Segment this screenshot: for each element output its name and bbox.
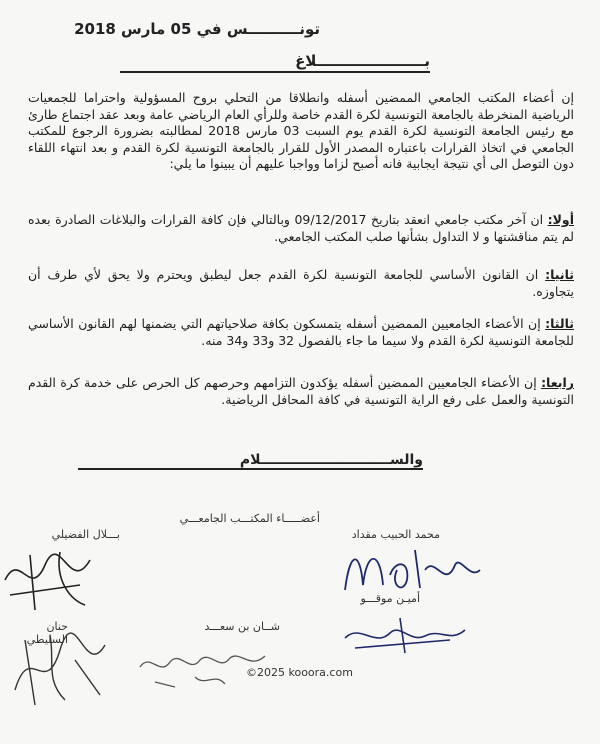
signatory-1-name: بـــلال الفضيلي: [51, 528, 120, 541]
signatory-5-name: شــان بن سعـــد: [204, 620, 280, 633]
document-title: بـــــــــــــــــــــلاغ: [120, 52, 430, 73]
point-1-text: ان آخر مكتب جامعي انعقد بتاريخ 09/12/2017 وبالتالي فإن كافة القرارات والبلاغات الصادرة بعده لم يتم مناقشتها و لا التداول بشأنها صلب المكتب الجامعي.: [28, 212, 574, 244]
signature-5: [135, 632, 275, 692]
point-1-label: أولا:: [547, 212, 574, 227]
point-2-text: ان القانون الأساسي للجامعة التونسية لكرة القدم جعل ليطبق ويحترم ولا يحق لأي طرف أن يتجاوزه.: [28, 267, 574, 299]
signature-4: [340, 608, 470, 658]
intro-paragraph: إن أعضاء المكتب الجامعي الممضين أسفله وانطلاقا من التحلي بروح المسؤولية واحتراما للجمعيات الرياضية المنخرطة بالجامعة التونسية لكرة القدم خاصة وللرأي العام الرياضي عامة وبعد عقد اجتماع طارئ مع رئيس الجامعة التونسية لكرة القدم يوم السبت 03 مارس 2018 لمطالبته بضرورة الرجوع للمكتب الجامعي في اتخاذ القرارات باعتباره المصدر الأول للقرار بالجامعة التونسية لكرة القدم و بعد انتهاء اللقاء دون التوصل الى أي نتيجة ايجابية فانه أصبح لزاما وواجبا عليهم أن يبينوا ما يلي:: [28, 90, 574, 171]
point-2-paragraph: [28, 267, 574, 300]
point-3-paragraph: [28, 316, 574, 349]
signatory-3-name: حنان السليطي: [26, 620, 68, 646]
point-3-label: ثالثا:: [545, 316, 574, 331]
watermark: ©2025 kooora.com: [246, 666, 353, 679]
signature-1: [0, 540, 100, 620]
point-1-paragraph: [28, 212, 574, 245]
point-4-paragraph: [28, 375, 574, 408]
members-title: أعضـــــاء المكتـــب الجامعـــي: [179, 512, 320, 525]
point-3-text: إن الأعضاء الجامعيين الممضين أسفله يتمسكون بكافة صلاحياتهم التي يضمنها لهم القانون الأساسي للجامعة التونسية لكرة القدم ولا سيما ما جاء بالفصول 32 و33 و34 منه.: [28, 316, 574, 348]
point-2-label: ثانيا:: [545, 267, 574, 282]
signatory-2-name: محمد الحبيب مقداد: [351, 528, 440, 541]
document-date: تونــــــــــس في 05 مارس 2018: [74, 20, 320, 38]
point-4-text: إن الأعضاء الجامعيين الممضين أسفله يؤكدون التزامهم وحرصهم كل الحرص على خدمة كرة القدم التونسية والعمل على رفع الراية التونسية في كافة المحافل الرياضية.: [28, 375, 574, 407]
signature-2: [335, 540, 485, 600]
signature-3: [5, 620, 115, 710]
closing-salutation: والســـــــــــــــــــــــــــلام: [78, 452, 423, 470]
point-4-label: رابعا:: [541, 375, 574, 390]
signatory-4-name: أميـن موقـــو: [360, 592, 420, 605]
